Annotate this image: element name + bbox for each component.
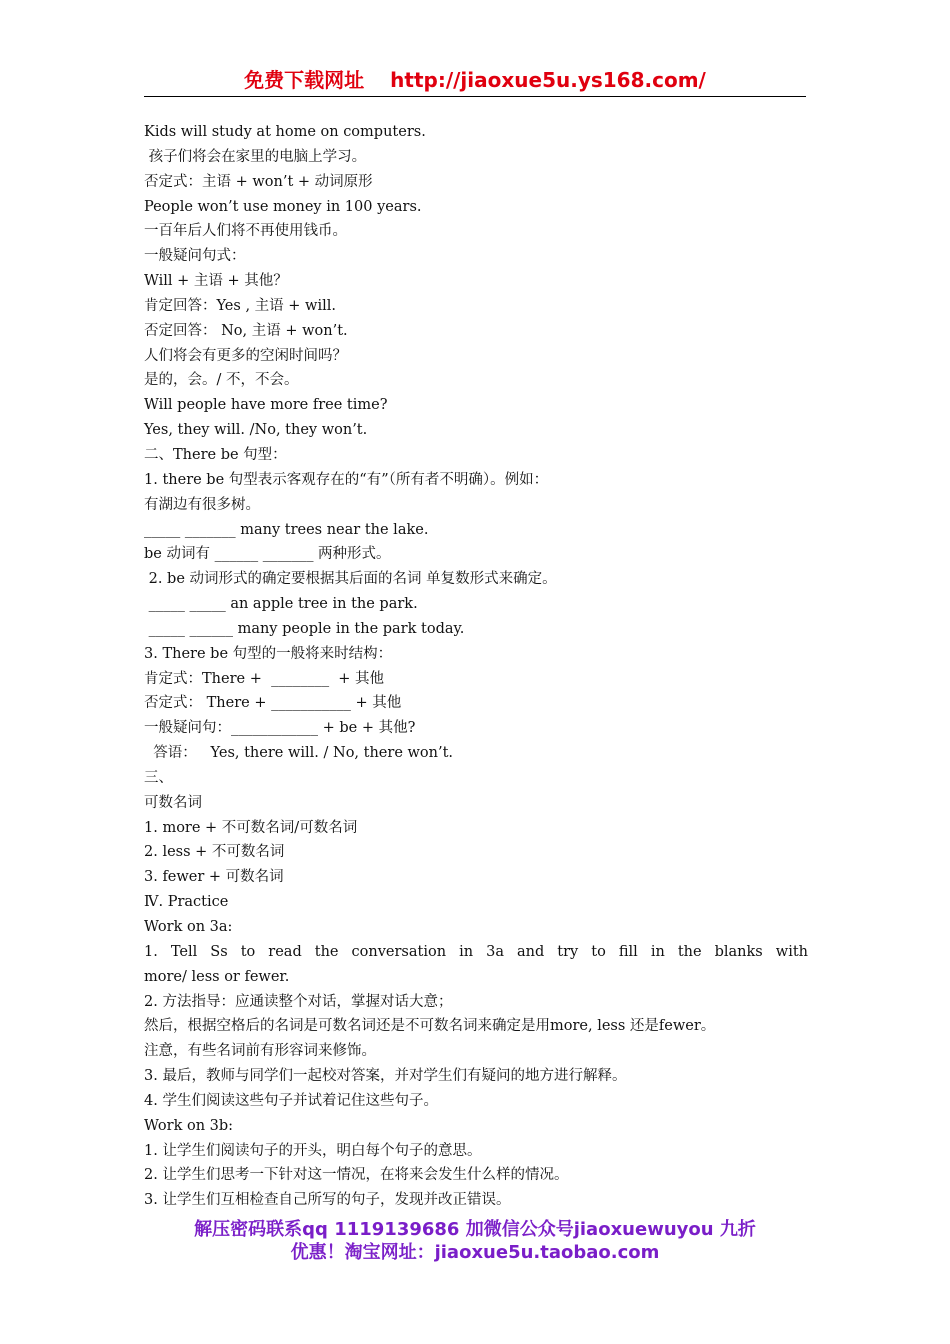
exercise-line: _____ _______ many trees near the lake. [144,521,429,538]
exercise-line: 否定式： There + ___________ + 其他 [144,695,402,712]
text-line: 人们将会有更多的空闲时间吗？ [144,347,347,364]
text-line: 2. less + 不可数名词 [144,844,285,861]
text-line: 答语： Yes, there will. / No, there won’t. [144,745,454,762]
text-line: Kids will study at home on computers. [144,124,426,140]
exercise-line: _____ _____ an apple tree in the park. [144,596,418,613]
page-header [144,66,806,97]
footer-line-contact: 解压密码联系qq 1119139686 加微信公众号jiaoxuewuyou 九折 [194,1219,756,1240]
text-line: Will people have more free time? [144,397,388,414]
exercise-line: be 动词有 ______ _______ 两种形式。 [144,546,391,563]
text-line: more/ less or fewer. [144,968,290,985]
text-line: 3. fewer + 可数名词 [144,869,284,886]
exercise-line: _____ ______ many people in the park today. [144,620,465,637]
section-heading: Ⅳ. Practice [144,894,229,911]
text-line: 是的，会。/ 不，不会。 [144,372,299,389]
section-heading: 二、There be 句型： [144,446,287,463]
text-line: 1. 让学生们阅读句子的开头，明白每个句子的意思。 [144,1142,482,1159]
text-line: 1. there be 句型表示客观存在的“有”（所有者不明确）。例如： [144,471,549,488]
text-line: 否定式：主语 + won’t + 动词原形 [144,173,373,190]
text-line: 否定回答： No, 主语 + won’t. [144,322,348,339]
document-body [144,120,808,1213]
section-heading: 三、 [144,769,173,786]
header-url-link[interactable]: http://jiaoxue5u.ys168.com/ [390,68,706,92]
text-line: 孩子们将会在家里的电脑上学习。 [144,148,367,165]
text-line: 3. 最后，教师与同学们一起校对答案，并对学生们有疑问的地方进行解释。 [144,1068,627,1085]
exercise-line: 肯定式：There + ________ + 其他 [144,670,385,687]
text-line: 一般疑问句式： [144,248,246,265]
footer-line-shop: 优惠！淘宝网址：jiaoxue5u.taobao.com [290,1242,660,1263]
text-line: 4. 学生们阅读这些句子并试着记住这些句子。 [144,1092,438,1109]
header-label: 免费下载网址 [244,68,365,92]
text-line: 一百年后人们将不再使用钱币。 [144,223,347,240]
text-line: 2. 让学生们思考一下针对这一情况，在将来会发生什么样的情况。 [144,1167,569,1184]
text-line: Yes, they will. /No, they won’t. [144,422,368,439]
text-line: 3. 让学生们互相检查自己所写的句子，发现并改正错误。 [144,1192,511,1209]
text-line: 1. more + 不可数名词/可数名词 [144,819,358,836]
text-line: 可数名词 [144,794,202,811]
text-line: 注意，有些名词前有形容词来修饰。 [144,1043,376,1060]
text-line: People won’t use money in 100 years. [144,198,422,215]
text-line: 然后，根据空格后的名词是可数名词还是不可数名词来确定是用more, less 还是fewer。 [144,1018,716,1035]
text-line: 1. Tell Ss to read the conversation in 3a and try to fill in the blanks with [144,943,808,960]
text-line: 肯定回答：Yes , 主语 + will. [144,297,336,314]
text-line: 有湖边有很多树。 [144,496,260,513]
text-line: Work on 3a: [144,919,233,935]
text-line: Will + 主语 + 其他？ [144,273,288,290]
page-footer [144,1218,806,1264]
text-line: 2. be 动词形式的确定要根据其后面的名词 单复数形式来确定。 [144,571,557,588]
text-line: 3. There be 句型的一般将来时结构： [144,645,393,662]
exercise-line: 一般疑问句：____________ + be + 其他? [144,720,416,737]
text-line: 2. 方法指导：应通读整个对话，掌握对话大意； [144,993,453,1010]
text-line: Work on 3b: [144,1117,234,1134]
